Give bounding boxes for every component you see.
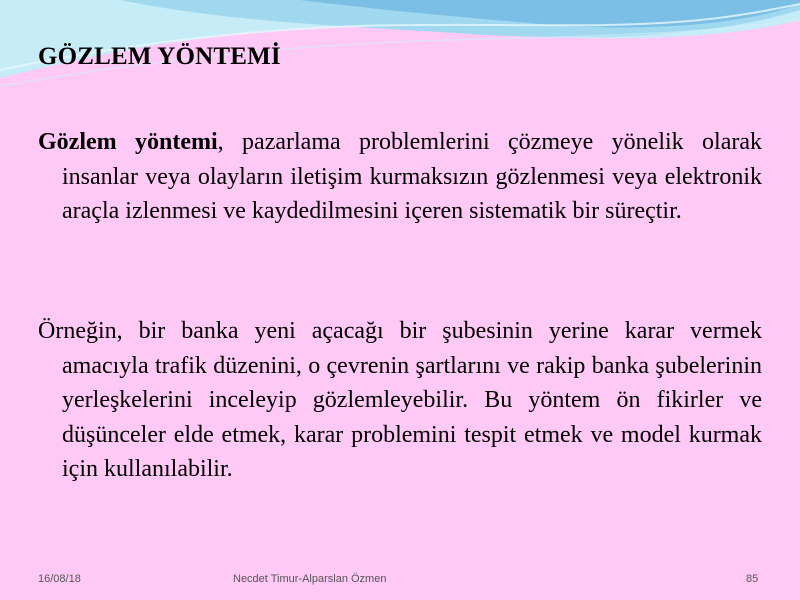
footer-page-number: 85 bbox=[746, 573, 759, 585]
footer-author: Necdet Timur-Alparslan Özmen bbox=[233, 573, 387, 585]
slide-title: GÖZLEM YÖNTEMİ bbox=[38, 43, 281, 70]
example-paragraph bbox=[38, 314, 762, 487]
definition-paragraph bbox=[38, 125, 762, 229]
definition-text: , pazarlama problemlerini çözmeye yönelik olarak insanlar veya olayların iletişim kurmaksızın gözlenmesi veya elektronik araçla izlenmesi ve kaydedilmesini içeren sistematik bir süreçtir. bbox=[62, 129, 762, 224]
example-text: Örneğin, bir banka yeni açacağı bir şubesinin yerine karar vermek amacıyla trafik düzenini, o çevrenin şartlarını ve rakip banka şubelerinin yerleşkelerini inceleyip gözlemleyebilir. Bu yöntem ön fikirler ve düşünceler elde etmek, karar problemini tespit etmek ve model kurmak için kullanılabilir. bbox=[38, 318, 762, 482]
definition-term: Gözlem yöntemi bbox=[38, 129, 218, 155]
footer-date: 16/08/18 bbox=[38, 573, 81, 585]
